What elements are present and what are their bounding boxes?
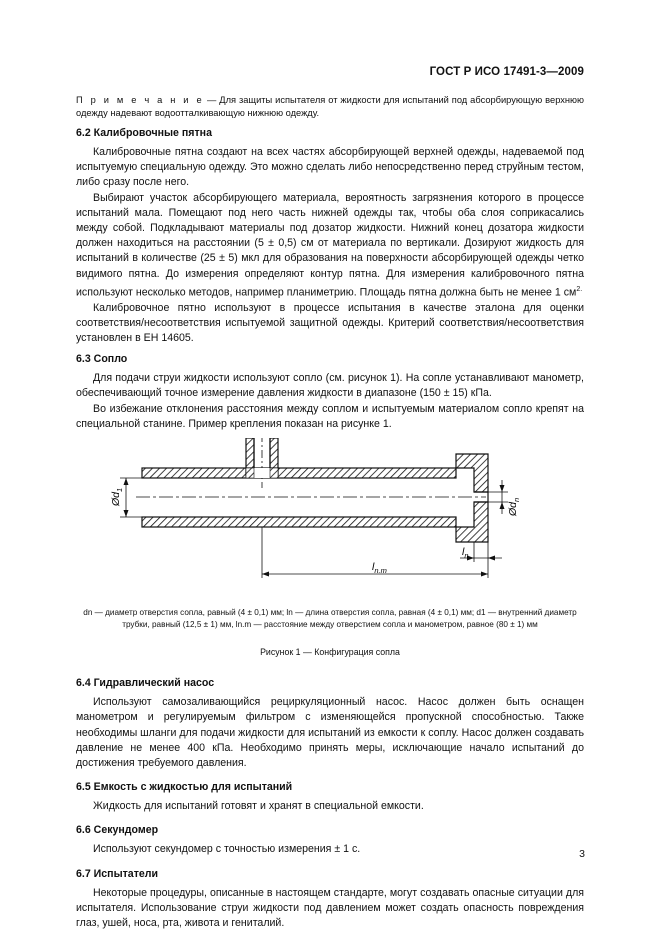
section-6-3-title: 6.3 Сопло <box>76 353 128 366</box>
section-6-7-paragraph-1: Некоторые процедуры, описанные в настоящем стандарте, могут создавать опасные ситуации для испытателя. Использование струи жидкости под давлением может создать опасность повреждения глаз, ушей, носа, рта, живота и гениталий. <box>76 886 584 930</box>
d1-label: $Ød_1$ <box>110 487 124 506</box>
section-6-7-title: 6.7 Испытатели <box>76 867 159 880</box>
section-6-2-paragraph-2 <box>76 191 584 301</box>
lnm-arrow-right <box>481 571 488 576</box>
section-6-2-paragraph-3: Калибровочное пятно используют в процессе испытания в качестве эталона для оценки соответствия/несоответствия испытуемой защитной одежды. Критерий соответствия/несоответствия установлен в ЕН 14605. <box>76 301 584 344</box>
section-6-2-paragraph-1: Калибровочные пятна создают на всех частях абсорбирующей верхней одежды, надеваемой под испытуемую специальную одежду. Это можно сделать либо непосредственно перед струйным тестом, либо сразу после него. <box>76 146 584 189</box>
page-content <box>76 94 584 931</box>
note-label: П р и м е ч а н и е <box>76 95 205 105</box>
ln-arrow-right <box>488 555 495 560</box>
tube-wall-bottom <box>142 517 456 527</box>
manometer-fitting-left-base <box>246 468 254 478</box>
section-6-2-title: 6.2 Калибровочные пятна <box>76 127 212 139</box>
document-code-header: ГОСТ Р ИСО 17491-3—2009 <box>429 66 584 78</box>
dn-label: $Ød_n$ <box>507 497 521 516</box>
section-6-4-paragraph-1: Используют самозаливающийся рециркуляционный насос. Насос должен быть оснащен манометром и регулируемым фильтром с изменяющейся пропускной способностью. Также необходимы шланги для подачи жидкости для испытаний из емкости к соплу. Насос должен создавать давление не менее 400 кПа. Необходимо принять меры, исключающие начало испытаний до достижения требуемого давления. <box>76 696 584 769</box>
note-paragraph <box>76 94 584 120</box>
note-text: — Для защиты испытателя от жидкости для испытаний под абсорбирующую верхнюю одежду надевают водоотталкивающую нижнюю одежду. <box>76 95 584 118</box>
manometer-fitting-right-base <box>270 468 278 478</box>
page-number: 3 <box>579 848 585 860</box>
nozzle-drawing <box>76 438 584 603</box>
tube-wall-top <box>142 468 456 478</box>
d1-arrow-bottom <box>124 510 129 517</box>
nozzle-cap-body <box>456 454 488 542</box>
lnm-arrow-left <box>262 571 269 576</box>
superscript-unit: 2. <box>576 285 583 293</box>
section-6-6-title: 6.6 Секундомер <box>76 824 159 837</box>
ln-label: $l_n$ <box>462 545 469 560</box>
dn-arrow-top <box>500 485 505 492</box>
d1-arrow-top <box>124 478 129 485</box>
section-6-5-paragraph-1: Жидкость для испытаний готовят и хранят в специальной емкости. <box>93 800 424 813</box>
figure-legend: dn — диаметр отверстия сопла, равный (4 ± 0,1) мм; ln — длина отверстия сопла, равная (4 ± 0,1) мм; d1 — внутренний диаметр трубки, равный (12,5 ± 1) мм, ln.m — расстояние между отверстием сопла и манометром, равное (80 ± 1) мм <box>83 607 577 629</box>
section-6-4-title: 6.4 Гидравлический насос <box>76 677 215 690</box>
section-6-3-paragraph-1: Для подачи струи жидкости используют сопло (см. рисунок 1). На сопле устанавливают манометр, обеспечивающий точное измерение давления жидкости в диапазоне (150 ± 15) кПа. <box>76 372 584 400</box>
section-6-2-paragraph-2-text: Выбирают участок абсорбирующего материала, вероятность загрязнения которого в процессе испытаний мала. Помещают под него часть нижней одежды так, чтобы оба слоя соприкасались между собой. Подкладывают материалы под дозатор жидкости. Нижний конец дозатора жидкости должен находиться на расстоянии (5 ± 0,5) см от материала по вертикали. Дозируют жидкость для испытаний в количестве (25 ± 5) мкл для образования на поверхности абсорбирующей одежды четко видимого пятна. До измерения определяют контур пятна. Для измерения калибровочного пятна используют несколько методов, например планиметрию. Площадь пятна должна быть не менее 1 см <box>76 191 584 299</box>
figure-caption: Рисунок 1 — Конфигурация сопла <box>260 646 400 657</box>
section-6-3-paragraph-2: Во избежание отклонения расстояния между соплом и испытуемым материалом сопло крепят на специальной станине. Пример крепления показан на рисунке 1. <box>76 402 584 430</box>
section-6-5-title: 6.5 Емкость с жидкостью для испытаний <box>76 781 293 794</box>
section-6-6-paragraph-1: Используют секундомер с точностью измерения ± 1 с. <box>93 843 361 856</box>
dn-arrow-bottom <box>500 502 505 509</box>
nozzle-figure <box>76 438 584 603</box>
lnm-label: $l_{n.m}$ <box>372 560 387 575</box>
